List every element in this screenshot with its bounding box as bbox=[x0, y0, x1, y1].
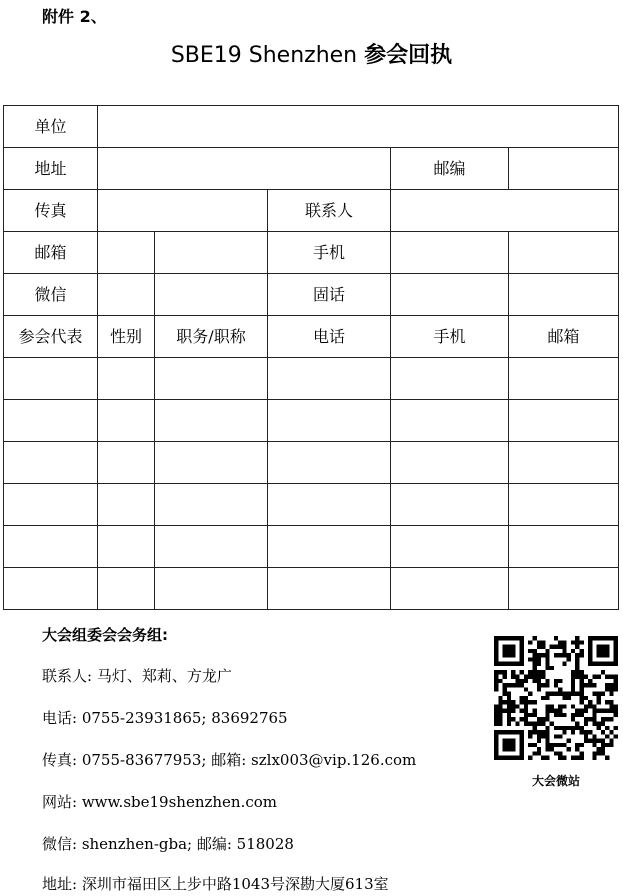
address-field[interactable] bbox=[98, 148, 391, 190]
delegate-cell[interactable] bbox=[155, 442, 268, 484]
delegate-cell[interactable] bbox=[4, 568, 98, 610]
title-cn: 参会回执 bbox=[364, 43, 453, 68]
delegate-cell[interactable] bbox=[155, 400, 268, 442]
postcode-label: 邮编 bbox=[391, 148, 509, 190]
form-row-address bbox=[4, 148, 619, 190]
delegate-cell[interactable] bbox=[268, 568, 391, 610]
attachment-label: 附件 2、 bbox=[42, 7, 107, 26]
delegate-cell[interactable] bbox=[268, 484, 391, 526]
delegate-row bbox=[4, 568, 619, 610]
email-field-b[interactable] bbox=[155, 232, 268, 274]
fax-label: 传真 bbox=[4, 190, 98, 232]
delegate-cell[interactable] bbox=[391, 400, 509, 442]
email-label: 邮箱 bbox=[4, 232, 98, 274]
postcode-field[interactable] bbox=[509, 148, 619, 190]
delegate-cell[interactable] bbox=[4, 484, 98, 526]
delegate-cell[interactable] bbox=[391, 568, 509, 610]
contact-label: 联系人 bbox=[268, 190, 391, 232]
landline-field-b[interactable] bbox=[509, 274, 619, 316]
organizer-address: 地址: 深圳市福田区上步中路1043号深勘大厦613室 bbox=[42, 875, 389, 893]
organizer-wechat-postcode: 微信: shenzhen-gba; 邮编: 518028 bbox=[42, 835, 294, 853]
mobile-field-b[interactable] bbox=[509, 232, 619, 274]
title-en: SBE19 Shenzhen bbox=[170, 43, 358, 68]
delegate-cell[interactable] bbox=[509, 484, 619, 526]
delegate-row bbox=[4, 358, 619, 400]
delegate-cell[interactable] bbox=[509, 526, 619, 568]
delegate-cell[interactable] bbox=[268, 400, 391, 442]
fax-field[interactable] bbox=[98, 190, 268, 232]
form-row-fax bbox=[4, 190, 619, 232]
col-gender: 性别 bbox=[98, 316, 155, 358]
delegate-cell[interactable] bbox=[509, 442, 619, 484]
delegate-cell[interactable] bbox=[155, 568, 268, 610]
unit-field[interactable] bbox=[98, 106, 619, 148]
delegate-cell[interactable] bbox=[98, 568, 155, 610]
qr-code-icon bbox=[494, 636, 618, 760]
delegate-cell[interactable] bbox=[155, 526, 268, 568]
delegate-header-row bbox=[4, 316, 619, 358]
organizer-contact: 联系人: 马灯、郑莉、方龙广 bbox=[42, 667, 232, 685]
delegate-cell[interactable] bbox=[268, 442, 391, 484]
delegate-cell[interactable] bbox=[391, 442, 509, 484]
delegate-cell[interactable] bbox=[98, 526, 155, 568]
delegate-cell[interactable] bbox=[98, 358, 155, 400]
form-row-unit bbox=[4, 106, 619, 148]
wechat-field-b[interactable] bbox=[155, 274, 268, 316]
delegate-cell[interactable] bbox=[509, 568, 619, 610]
delegate-cell[interactable] bbox=[509, 400, 619, 442]
delegate-cell[interactable] bbox=[391, 484, 509, 526]
delegate-cell[interactable] bbox=[391, 358, 509, 400]
delegate-cell[interactable] bbox=[98, 442, 155, 484]
col-title: 职务/职称 bbox=[155, 316, 268, 358]
delegate-cell[interactable] bbox=[98, 400, 155, 442]
page-title bbox=[0, 38, 623, 69]
delegate-cell[interactable] bbox=[155, 484, 268, 526]
registration-form bbox=[3, 105, 619, 610]
col-email: 邮箱 bbox=[509, 316, 619, 358]
organizer-heading: 大会组委会会务组: bbox=[42, 626, 168, 644]
unit-label: 单位 bbox=[4, 106, 98, 148]
form-row-wechat bbox=[4, 274, 619, 316]
delegate-cell[interactable] bbox=[268, 526, 391, 568]
delegate-row bbox=[4, 442, 619, 484]
address-label: 地址 bbox=[4, 148, 98, 190]
organizer-fax-email: 传真: 0755-83677953; 邮箱: szlx003@vip.126.com bbox=[42, 751, 417, 769]
delegate-cell[interactable] bbox=[155, 358, 268, 400]
qr-caption: 大会微站 bbox=[531, 774, 580, 788]
email-field-a[interactable] bbox=[98, 232, 155, 274]
delegate-cell[interactable] bbox=[4, 400, 98, 442]
form-row-email bbox=[4, 232, 619, 274]
delegate-cell[interactable] bbox=[4, 442, 98, 484]
delegate-row bbox=[4, 526, 619, 568]
organizer-phone: 电话: 0755-23931865; 83692765 bbox=[42, 709, 288, 727]
delegate-cell[interactable] bbox=[98, 484, 155, 526]
delegate-row bbox=[4, 400, 619, 442]
delegate-row bbox=[4, 484, 619, 526]
mobile-field-a[interactable] bbox=[391, 232, 509, 274]
delegate-cell[interactable] bbox=[509, 358, 619, 400]
contact-field[interactable] bbox=[391, 190, 619, 232]
mobile-label: 手机 bbox=[268, 232, 391, 274]
col-phone: 电话 bbox=[268, 316, 391, 358]
wechat-label: 微信 bbox=[4, 274, 98, 316]
delegate-cell[interactable] bbox=[268, 358, 391, 400]
landline-field-a[interactable] bbox=[391, 274, 509, 316]
delegate-cell[interactable] bbox=[4, 526, 98, 568]
delegate-cell[interactable] bbox=[391, 526, 509, 568]
landline-label: 固话 bbox=[268, 274, 391, 316]
wechat-field-a[interactable] bbox=[98, 274, 155, 316]
col-mobile: 手机 bbox=[391, 316, 509, 358]
col-delegate: 参会代表 bbox=[4, 316, 98, 358]
delegate-cell[interactable] bbox=[4, 358, 98, 400]
organizer-website: 网站: www.sbe19shenzhen.com bbox=[42, 793, 278, 811]
